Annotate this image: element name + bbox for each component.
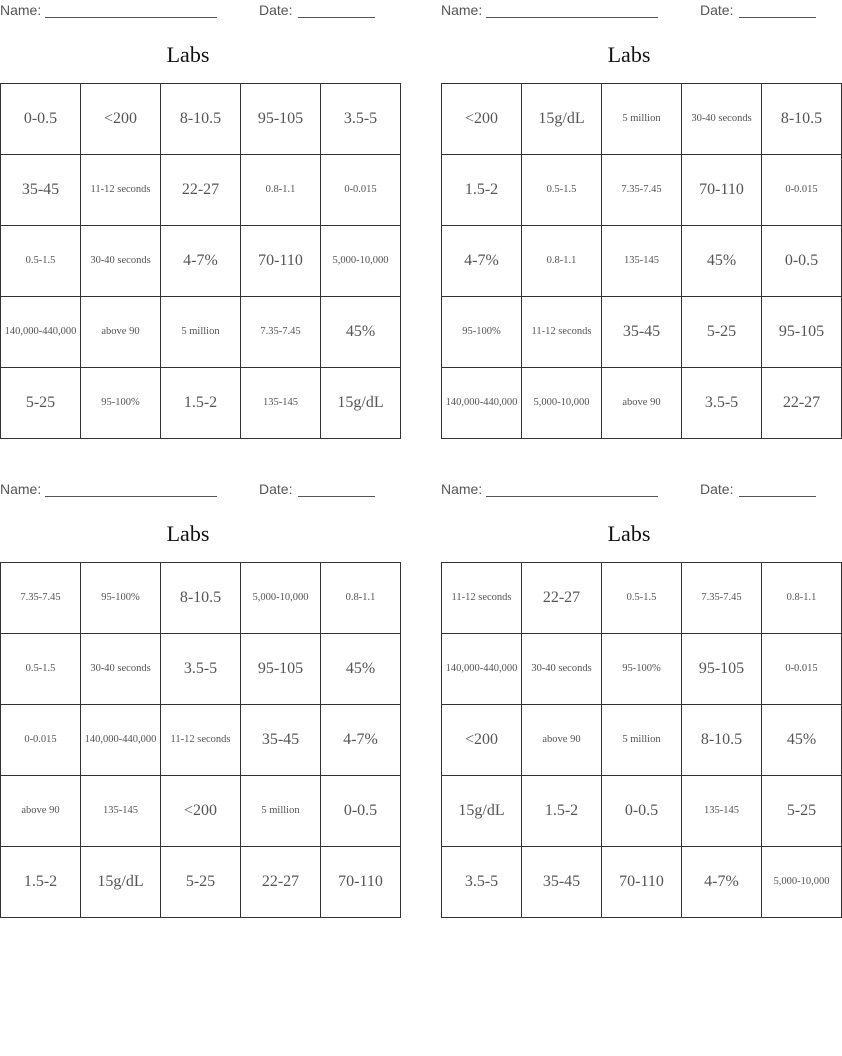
grid-cell: 5 million: [241, 776, 321, 847]
grid-cell: 5,000-10,000: [241, 563, 321, 634]
grid-cell: 11-12 seconds: [81, 155, 161, 226]
name-field-line[interactable]: [486, 496, 658, 497]
grid-cell: 140,000-440,000: [442, 368, 522, 439]
grid-row: [442, 226, 842, 297]
grid-row: [1, 226, 401, 297]
grid-cell: 140,000-440,000: [1, 297, 81, 368]
grid-cell: 5 million: [602, 84, 682, 155]
grid-cell: 0-0.5: [762, 226, 842, 297]
grid-cell: 0-0.5: [1, 84, 81, 155]
grid-cell: 70-110: [241, 226, 321, 297]
grid-cell: 0-0.5: [321, 776, 401, 847]
grid-cell: 0.5-1.5: [602, 563, 682, 634]
grid-row: [442, 776, 842, 847]
grid-row: [1, 368, 401, 439]
grid-cell: 3.5-5: [161, 634, 241, 705]
grid-cell: 0-0.015: [762, 155, 842, 226]
grid-cell: 95-100%: [81, 368, 161, 439]
grid-cell: 135-145: [241, 368, 321, 439]
grid-cell: 95-100%: [602, 634, 682, 705]
grid-cell: 15g/dL: [522, 84, 602, 155]
date-field-line[interactable]: [298, 17, 375, 18]
grid-cell: 5-25: [1, 368, 81, 439]
grid-cell: 70-110: [602, 847, 682, 918]
grid-row: [1, 776, 401, 847]
grid-row: [442, 155, 842, 226]
bingo-grid: [441, 562, 842, 918]
date-field-line[interactable]: [739, 17, 816, 18]
grid-cell: above 90: [522, 705, 602, 776]
grid-cell: 140,000-440,000: [81, 705, 161, 776]
grid-cell: 95-105: [762, 297, 842, 368]
grid-cell: 5 million: [161, 297, 241, 368]
grid-cell: 35-45: [522, 847, 602, 918]
grid-cell: 0.5-1.5: [522, 155, 602, 226]
header-fields: [0, 2, 376, 20]
grid-cell: above 90: [602, 368, 682, 439]
grid-cell: 22-27: [762, 368, 842, 439]
grid-cell: 1.5-2: [442, 155, 522, 226]
card-title: Labs: [166, 42, 210, 67]
grid-cell: 8-10.5: [161, 84, 241, 155]
grid-cell: 5-25: [161, 847, 241, 918]
grid-cell: <200: [161, 776, 241, 847]
header-fields: [441, 481, 817, 499]
grid-row: [442, 368, 842, 439]
name-label: Name:: [441, 2, 483, 18]
grid-cell: 22-27: [161, 155, 241, 226]
grid-cell: 8-10.5: [762, 84, 842, 155]
grid-row: [442, 297, 842, 368]
grid-row: [1, 563, 401, 634]
card-title: Labs: [607, 521, 651, 546]
grid-cell: 4-7%: [442, 226, 522, 297]
grid-cell: <200: [81, 84, 161, 155]
grid-cell: 22-27: [241, 847, 321, 918]
grid-cell: above 90: [1, 776, 81, 847]
grid-cell: 7.35-7.45: [602, 155, 682, 226]
date-field-line[interactable]: [739, 496, 816, 497]
grid-cell: 11-12 seconds: [161, 705, 241, 776]
date-field-line[interactable]: [298, 496, 375, 497]
grid-cell: 15g/dL: [81, 847, 161, 918]
grid-cell: 0-0.015: [321, 155, 401, 226]
grid-cell: 7.35-7.45: [1, 563, 81, 634]
grid-cell: 5,000-10,000: [522, 368, 602, 439]
grid-cell: 95-100%: [442, 297, 522, 368]
grid-cell: 0.8-1.1: [522, 226, 602, 297]
name-label: Name:: [0, 2, 42, 18]
grid-cell: <200: [442, 705, 522, 776]
grid-cell: 1.5-2: [1, 847, 81, 918]
grid-cell: 8-10.5: [682, 705, 762, 776]
name-label: Name:: [441, 481, 483, 497]
grid-row: [1, 634, 401, 705]
grid-cell: 140,000-440,000: [442, 634, 522, 705]
grid-cell: 35-45: [241, 705, 321, 776]
bingo-grid: [0, 83, 401, 439]
grid-cell: 70-110: [682, 155, 762, 226]
grid-cell: 45%: [321, 297, 401, 368]
grid-row: [442, 84, 842, 155]
grid-row: [1, 847, 401, 918]
grid-cell: 8-10.5: [161, 563, 241, 634]
grid-cell: 5 million: [602, 705, 682, 776]
grid-cell: 5-25: [682, 297, 762, 368]
grid-cell: 95-100%: [81, 563, 161, 634]
name-field-line[interactable]: [45, 17, 217, 18]
header-fields: [0, 481, 376, 499]
grid-cell: 30-40 seconds: [522, 634, 602, 705]
date-label: Date:: [259, 481, 293, 497]
grid-cell: 45%: [682, 226, 762, 297]
grid-row: [1, 155, 401, 226]
grid-cell: 22-27: [522, 563, 602, 634]
grid-cell: 5,000-10,000: [321, 226, 401, 297]
name-field-line[interactable]: [486, 17, 658, 18]
grid-row: [442, 563, 842, 634]
grid-cell: 1.5-2: [522, 776, 602, 847]
grid-cell: 3.5-5: [321, 84, 401, 155]
grid-row: [1, 705, 401, 776]
name-field-line[interactable]: [45, 496, 217, 497]
grid-cell: 35-45: [602, 297, 682, 368]
grid-cell: 135-145: [81, 776, 161, 847]
grid-row: [442, 847, 842, 918]
grid-row: [1, 84, 401, 155]
grid-cell: 0.5-1.5: [1, 226, 81, 297]
bingo-grid: [441, 83, 842, 439]
grid-cell: 95-105: [241, 84, 321, 155]
grid-cell: 30-40 seconds: [81, 634, 161, 705]
grid-cell: 0.8-1.1: [241, 155, 321, 226]
name-label: Name:: [0, 481, 42, 497]
grid-cell: 3.5-5: [442, 847, 522, 918]
date-label: Date:: [700, 481, 734, 497]
grid-cell: above 90: [81, 297, 161, 368]
grid-row: [1, 297, 401, 368]
grid-cell: 4-7%: [161, 226, 241, 297]
grid-cell: 0.8-1.1: [762, 563, 842, 634]
grid-cell: 5,000-10,000: [762, 847, 842, 918]
bingo-card-4: [441, 479, 830, 919]
grid-cell: 95-105: [241, 634, 321, 705]
grid-cell: 135-145: [682, 776, 762, 847]
grid-row: [442, 705, 842, 776]
grid-cell: 0-0.015: [762, 634, 842, 705]
bingo-card-1: [0, 0, 389, 440]
grid-cell: 70-110: [321, 847, 401, 918]
header-fields: [441, 2, 817, 20]
grid-cell: 45%: [762, 705, 842, 776]
grid-cell: 0.5-1.5: [1, 634, 81, 705]
grid-cell: 30-40 seconds: [682, 84, 762, 155]
bingo-card-2: [441, 0, 825, 440]
bingo-grid: [0, 562, 401, 918]
grid-cell: 1.5-2: [161, 368, 241, 439]
grid-cell: 7.35-7.45: [682, 563, 762, 634]
grid-cell: <200: [442, 84, 522, 155]
grid-cell: 45%: [321, 634, 401, 705]
date-label: Date:: [259, 2, 293, 18]
grid-cell: 135-145: [602, 226, 682, 297]
grid-cell: 0-0.015: [1, 705, 81, 776]
date-label: Date:: [700, 2, 734, 18]
grid-cell: 15g/dL: [442, 776, 522, 847]
grid-cell: 30-40 seconds: [81, 226, 161, 297]
grid-cell: 0-0.5: [602, 776, 682, 847]
grid-cell: 4-7%: [321, 705, 401, 776]
card-title: Labs: [166, 521, 210, 546]
grid-cell: 5-25: [762, 776, 842, 847]
grid-cell: 7.35-7.45: [241, 297, 321, 368]
grid-cell: 15g/dL: [321, 368, 401, 439]
grid-cell: 11-12 seconds: [442, 563, 522, 634]
grid-cell: 95-105: [682, 634, 762, 705]
grid-cell: 0.8-1.1: [321, 563, 401, 634]
grid-row: [442, 634, 842, 705]
grid-cell: 3.5-5: [682, 368, 762, 439]
grid-cell: 35-45: [1, 155, 81, 226]
grid-cell: 4-7%: [682, 847, 762, 918]
bingo-card-3: [0, 479, 383, 919]
grid-cell: 11-12 seconds: [522, 297, 602, 368]
card-title: Labs: [607, 42, 651, 67]
